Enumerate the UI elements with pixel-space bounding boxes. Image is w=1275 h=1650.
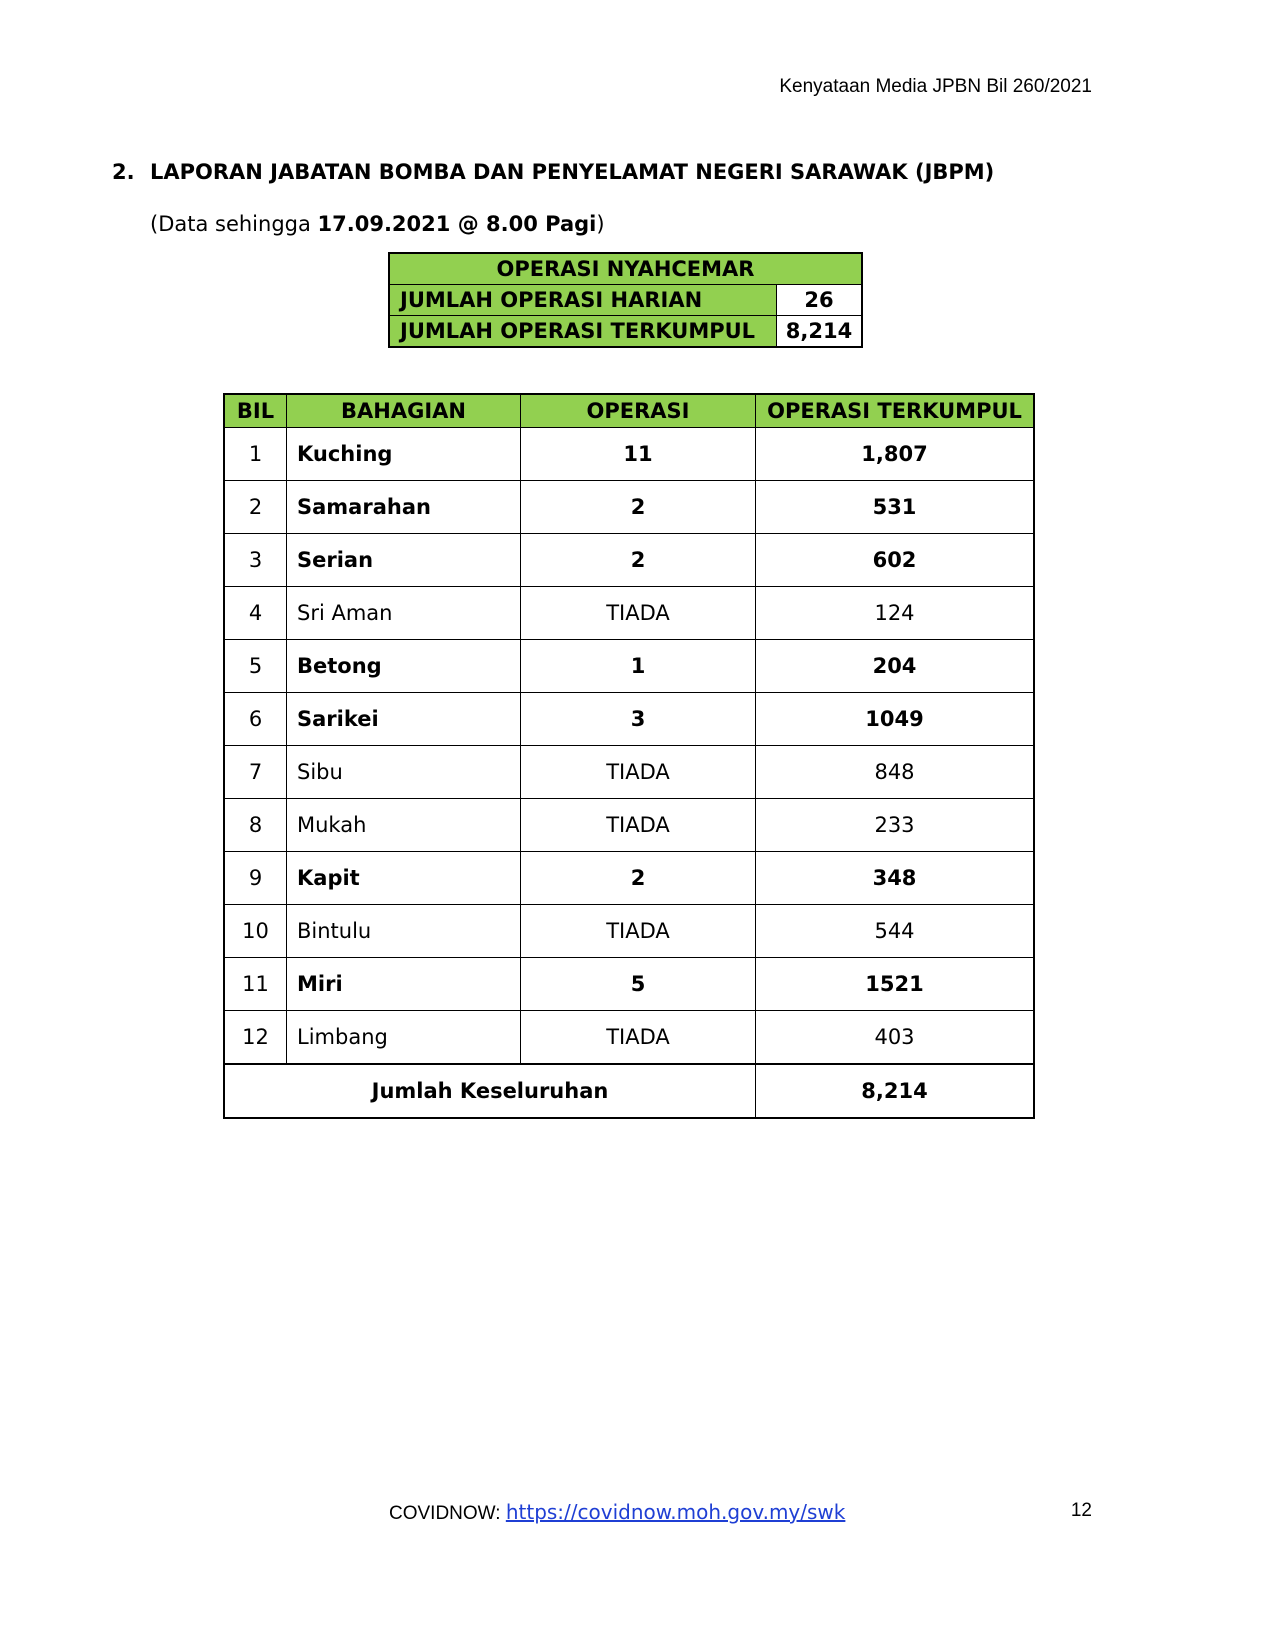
table-header-row bbox=[224, 394, 1034, 428]
cell-operasi: 2 bbox=[521, 534, 756, 587]
cell-terkumpul: 348 bbox=[756, 852, 1035, 905]
table-row bbox=[224, 693, 1034, 746]
table-total-row bbox=[224, 1064, 1034, 1118]
section-title bbox=[112, 160, 994, 184]
cell-bil: 5 bbox=[224, 640, 287, 693]
header-operasi: OPERASI bbox=[521, 394, 756, 428]
summary-table bbox=[388, 252, 863, 348]
table-row bbox=[224, 1011, 1034, 1065]
cell-bil: 1 bbox=[224, 428, 287, 481]
cell-operasi: TIADA bbox=[521, 799, 756, 852]
cell-terkumpul: 602 bbox=[756, 534, 1035, 587]
header-bil: BIL bbox=[224, 394, 287, 428]
table-row bbox=[224, 746, 1034, 799]
data-date bbox=[150, 212, 605, 236]
cell-bil: 7 bbox=[224, 746, 287, 799]
cell-terkumpul: 531 bbox=[756, 481, 1035, 534]
cell-terkumpul: 204 bbox=[756, 640, 1035, 693]
cell-bil: 10 bbox=[224, 905, 287, 958]
cell-operasi: 5 bbox=[521, 958, 756, 1011]
cell-bahagian: Sarikei bbox=[287, 693, 521, 746]
total-label: Jumlah Keseluruhan bbox=[224, 1064, 756, 1118]
cell-bil: 12 bbox=[224, 1011, 287, 1065]
covidnow-link[interactable]: https://covidnow.moh.gov.my/swk bbox=[505, 1500, 846, 1524]
cell-operasi: 2 bbox=[521, 481, 756, 534]
section-title-text: LAPORAN JABATAN BOMBA DAN PENYELAMAT NEGERI SARAWAK (JBPM) bbox=[150, 160, 995, 184]
cell-bahagian: Sibu bbox=[287, 746, 521, 799]
cell-bil: 9 bbox=[224, 852, 287, 905]
footer bbox=[389, 1500, 845, 1525]
cell-terkumpul: 124 bbox=[756, 587, 1035, 640]
cell-bahagian: Limbang bbox=[287, 1011, 521, 1065]
cell-operasi: TIADA bbox=[521, 746, 756, 799]
footer-prefix: COVIDNOW: bbox=[389, 1503, 506, 1524]
cell-terkumpul: 1,807 bbox=[756, 428, 1035, 481]
header-bahagian: BAHAGIAN bbox=[287, 394, 521, 428]
table-row bbox=[224, 640, 1034, 693]
cell-terkumpul: 848 bbox=[756, 746, 1035, 799]
section-number: 2. bbox=[112, 160, 135, 184]
cell-bil: 3 bbox=[224, 534, 287, 587]
cell-operasi: 3 bbox=[521, 693, 756, 746]
table-row bbox=[224, 852, 1034, 905]
table-row bbox=[224, 481, 1034, 534]
operations-table bbox=[223, 393, 1035, 1119]
cell-terkumpul: 1521 bbox=[756, 958, 1035, 1011]
cell-bil: 2 bbox=[224, 481, 287, 534]
data-date-value: 17.09.2021 @ 8.00 Pagi bbox=[317, 212, 597, 236]
table-row bbox=[224, 428, 1034, 481]
cell-bil: 8 bbox=[224, 799, 287, 852]
cell-operasi: TIADA bbox=[521, 1011, 756, 1065]
cell-bahagian: Bintulu bbox=[287, 905, 521, 958]
cell-operasi: 2 bbox=[521, 852, 756, 905]
summary-label-cumulative: JUMLAH OPERASI TERKUMPUL bbox=[389, 316, 777, 348]
cell-terkumpul: 233 bbox=[756, 799, 1035, 852]
table-row bbox=[224, 799, 1034, 852]
summary-value-cumulative: 8,214 bbox=[777, 316, 863, 348]
data-date-suffix: ) bbox=[596, 212, 605, 236]
cell-operasi: TIADA bbox=[521, 587, 756, 640]
total-value: 8,214 bbox=[756, 1064, 1035, 1118]
cell-bil: 6 bbox=[224, 693, 287, 746]
cell-terkumpul: 403 bbox=[756, 1011, 1035, 1065]
summary-title: OPERASI NYAHCEMAR bbox=[389, 253, 862, 285]
cell-operasi: TIADA bbox=[521, 905, 756, 958]
cell-bahagian: Kapit bbox=[287, 852, 521, 905]
cell-bil: 11 bbox=[224, 958, 287, 1011]
cell-bahagian: Betong bbox=[287, 640, 521, 693]
header-reference: Kenyataan Media JPBN Bil 260/2021 bbox=[779, 76, 1092, 97]
cell-operasi: 1 bbox=[521, 640, 756, 693]
cell-terkumpul: 1049 bbox=[756, 693, 1035, 746]
cell-bahagian: Samarahan bbox=[287, 481, 521, 534]
table-row bbox=[224, 958, 1034, 1011]
cell-bahagian: Mukah bbox=[287, 799, 521, 852]
table-row bbox=[224, 587, 1034, 640]
summary-value-daily: 26 bbox=[777, 285, 863, 316]
cell-operasi: 11 bbox=[521, 428, 756, 481]
table-row bbox=[224, 534, 1034, 587]
summary-label-daily: JUMLAH OPERASI HARIAN bbox=[389, 285, 777, 316]
page-number: 12 bbox=[1070, 1500, 1092, 1521]
table-row bbox=[224, 905, 1034, 958]
cell-terkumpul: 544 bbox=[756, 905, 1035, 958]
cell-bahagian: Miri bbox=[287, 958, 521, 1011]
cell-bahagian: Kuching bbox=[287, 428, 521, 481]
cell-bahagian: Serian bbox=[287, 534, 521, 587]
cell-bil: 4 bbox=[224, 587, 287, 640]
header-operasi-terkumpul: OPERASI TERKUMPUL bbox=[756, 394, 1035, 428]
cell-bahagian: Sri Aman bbox=[287, 587, 521, 640]
data-date-prefix: (Data sehingga bbox=[150, 212, 318, 236]
